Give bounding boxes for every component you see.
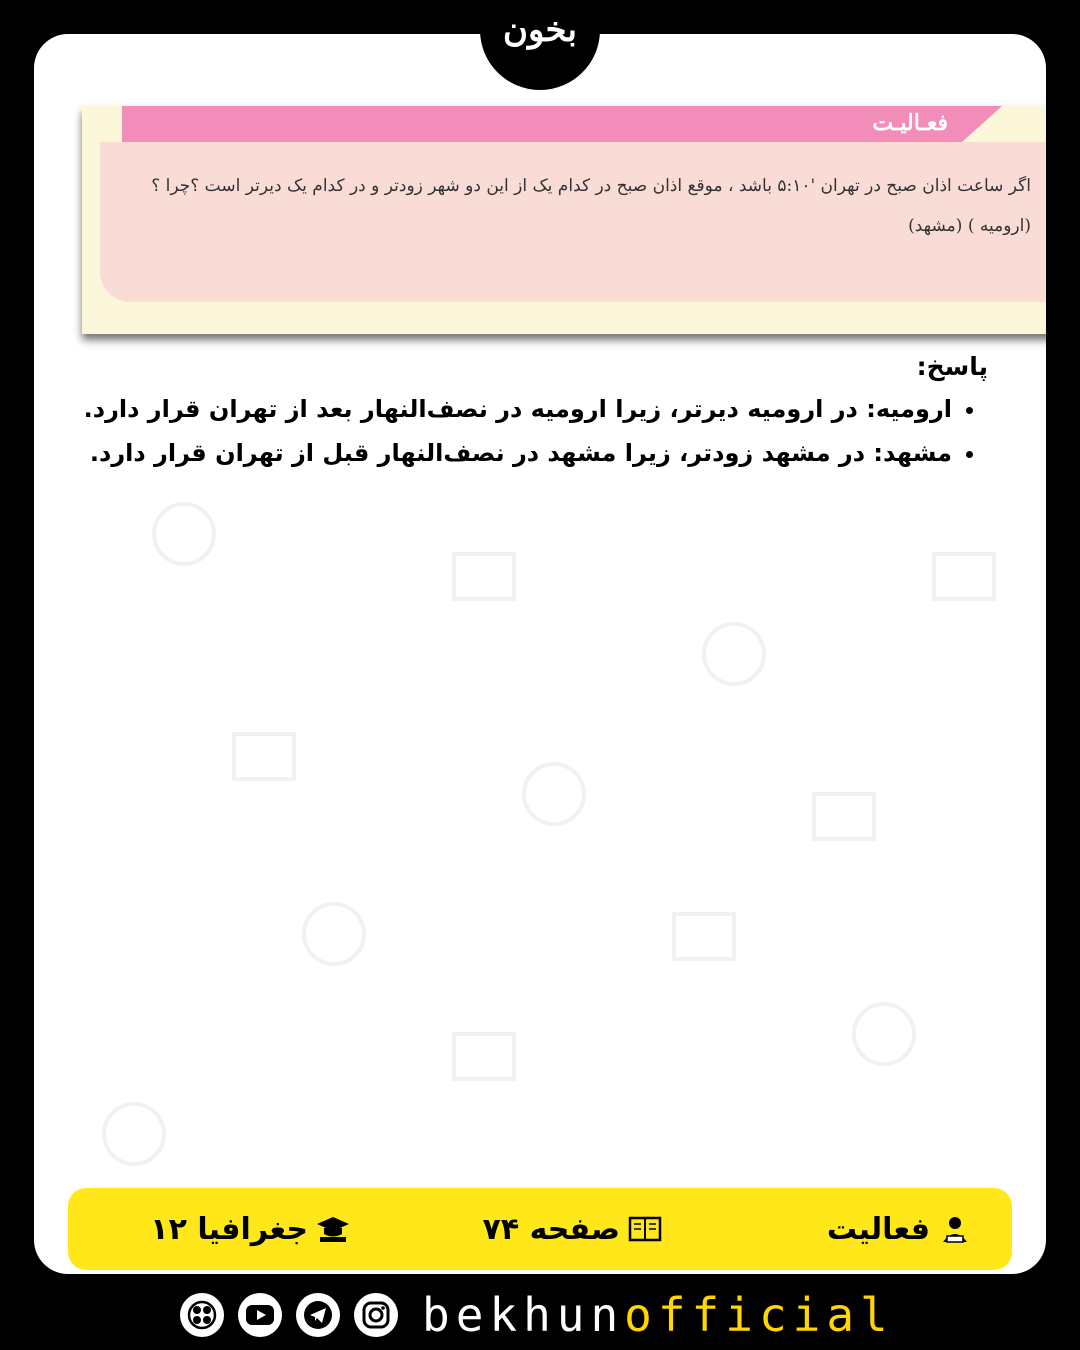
answer-list xyxy=(38,387,988,475)
brand-part-2: official xyxy=(624,1288,894,1342)
activity-banner-tail xyxy=(962,106,1002,142)
info-page-label: صفحه ۷۴ xyxy=(482,1211,620,1247)
activity-banner xyxy=(122,106,962,142)
answer-section xyxy=(38,352,988,475)
info-bar xyxy=(68,1188,1012,1270)
teacher-icon xyxy=(938,1214,972,1244)
brand-handle xyxy=(422,1290,894,1340)
footer xyxy=(180,1290,894,1340)
info-section-label: فعالیت xyxy=(826,1211,930,1247)
brand-part-1: bekhun xyxy=(422,1288,625,1342)
youtube-icon[interactable] xyxy=(238,1293,282,1337)
bekhun-logo: بخون xyxy=(480,0,600,90)
info-page xyxy=(483,1188,662,1270)
telegram-icon[interactable] xyxy=(296,1293,340,1337)
activity-body xyxy=(100,142,1046,302)
content-card xyxy=(34,34,1046,1274)
info-book xyxy=(150,1188,350,1270)
activity-text xyxy=(131,166,1031,246)
answer-item-urmia: • ارومیه: در ارومیه دیرتر، زیرا ارومیه در نصف‌النهار بعد از تهران قرار دارد. xyxy=(38,387,952,431)
instagram-icon[interactable] xyxy=(354,1293,398,1337)
activity-question: اگر ساعت اذان صبح در تهران '۵:۱۰ باشد ، موقع اذان صبح در کدام یک از این دو شهر زودتر و در کدام یک دیرتر است ؟چرا ؟ xyxy=(151,176,1031,196)
graduation-cap-icon xyxy=(316,1214,350,1244)
answer-item-mashhad: • مشهد: در مشهد زودتر، زیرا مشهد در نصف‌النهار قبل از تهران قرار دارد. xyxy=(38,431,952,475)
activity-label: فعـالیـت xyxy=(872,110,948,136)
info-section xyxy=(827,1188,972,1270)
answer-title: پاسخ: xyxy=(916,352,988,381)
aparat-icon[interactable] xyxy=(180,1293,224,1337)
activity-cities: (ارومیه ) (مشهد) xyxy=(908,216,1031,236)
info-book-label: جغرافیا ۱۲ xyxy=(150,1211,308,1247)
activity-box xyxy=(82,106,1046,338)
book-icon xyxy=(628,1214,662,1244)
